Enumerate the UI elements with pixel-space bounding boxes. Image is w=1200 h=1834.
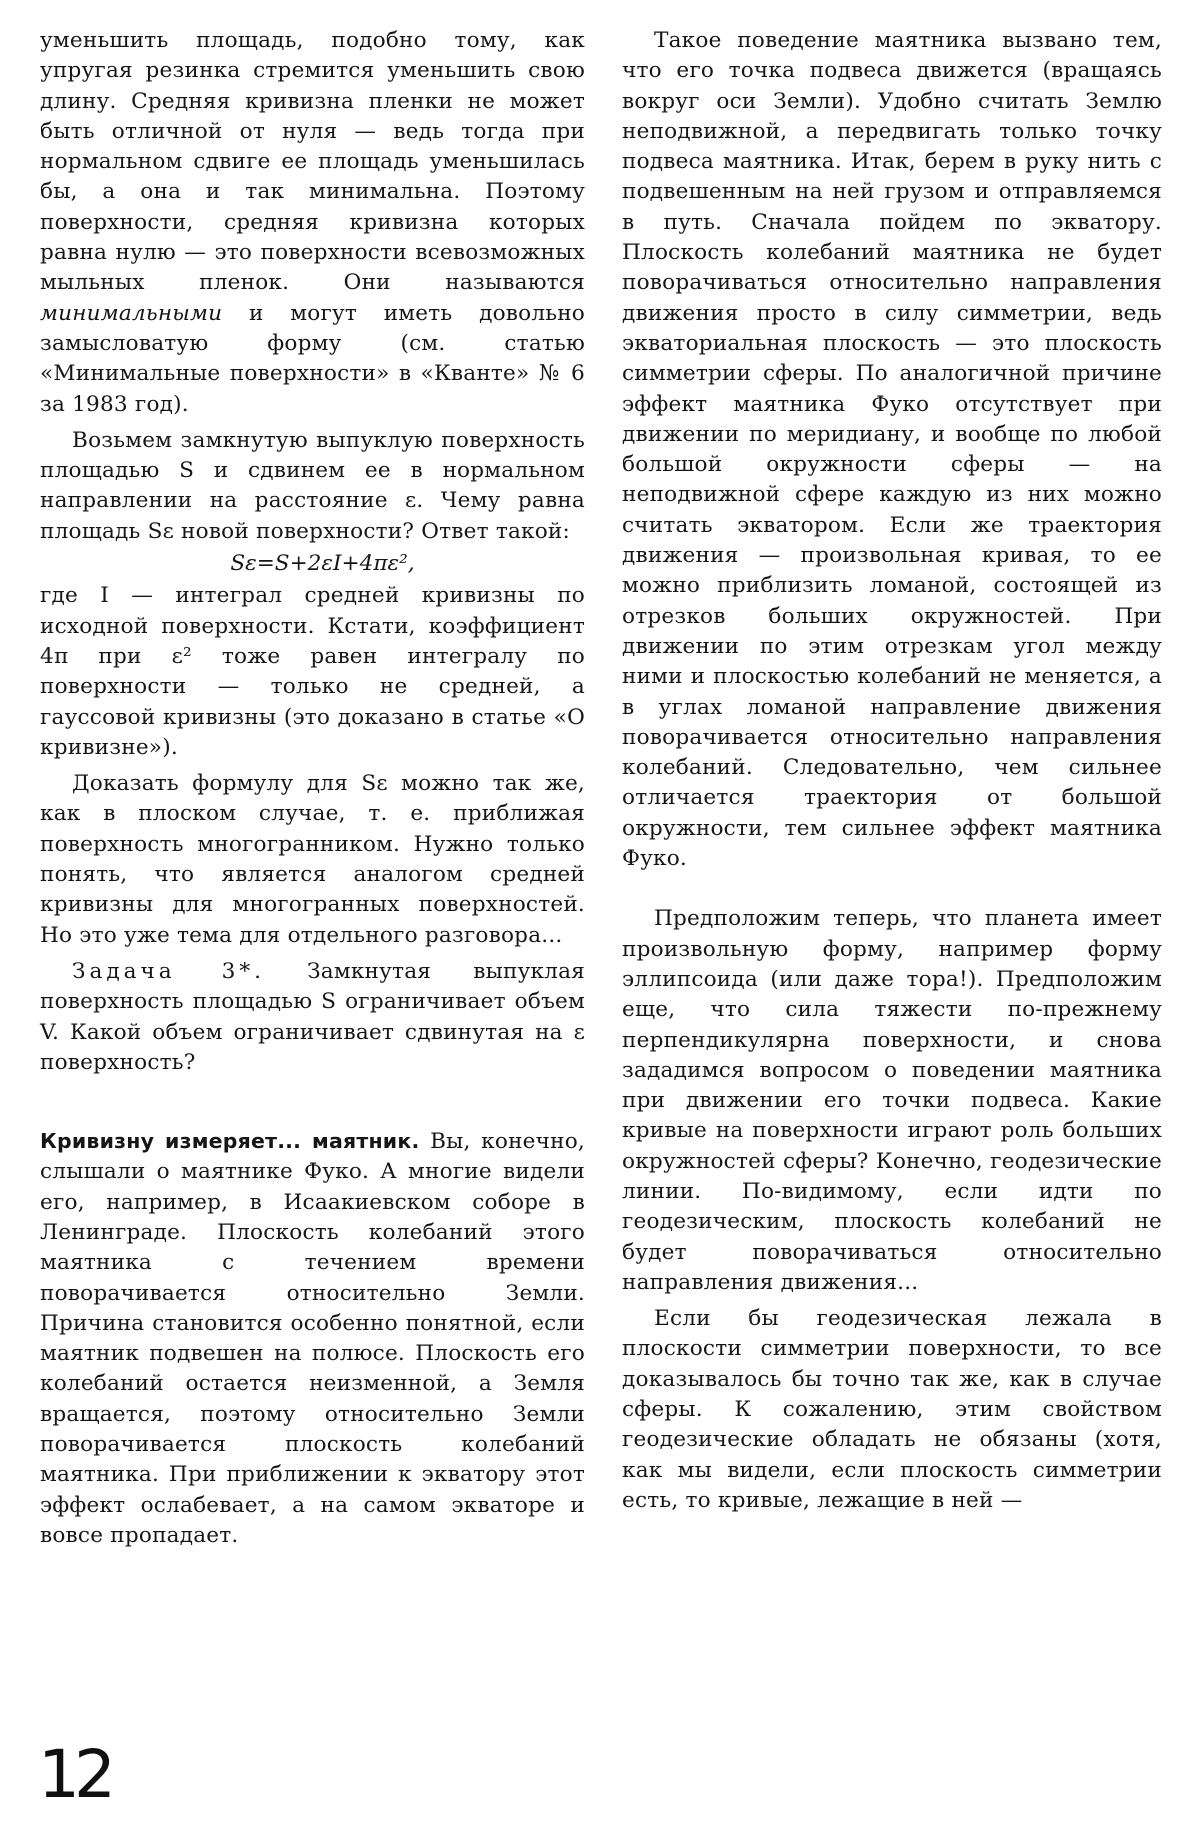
paragraph-text: уменьшить площадь, подобно тому, как упругая резинка стремится уменьшить свою длину. Средняя кривизна пленки не может быть отличной от нуля — ведь тогда при нормальном сдвиге ее площадь уменьшилась бы, а она и так минимальна. Поэтому поверхности, средняя кривизна которых равна нулю — это поверхности всевозможных мыльных пленок. Они называются <box>40 28 585 296</box>
paragraph: Такое поведение маятника вызвано тем, что его точка подвеса движется (вращаясь вокруг оси Земли). Удобно считать Землю неподвижной, а передвигать только точку подвеса маятника. Итак, берем в руку нить с подвешенным на ней грузом и отправляемся в путь. Сначала пойдем по экватору. Плоскость колебаний маятника не будет поворачиваться относительно направления движения просто в силу симметрии, ведь экваториальная плоскость — это плоскость симметрии сферы. По аналогичной причине эффект маятника Фуко отсутствует при движении по меридиану, и вообще по любой большой окружности сферы — на неподвижной сфере каждую из них можно считать экватором. Если же траектория движения — произвольная кривая, то ее можно приблизить ломаной, состоящей из отрезков больших окружностей. При движении по этим отрезкам угол между ними и плоскостью колебаний не меняется, а в углах ломаной направление движения поворачивается относительно направления колебаний. Следовательно, чем сильнее отличается траектория от большой окружности, тем сильнее эффект маятника Фуко. <box>622 28 1162 872</box>
paragraph: где I — интеграл средней кривизны по исходной поверхности. Кстати, коэффициент 4π при ε² тоже равен интегралу по поверхности — только не средней, а гауссовой кривизны (это доказано в статье «О кривизне»). <box>40 583 585 760</box>
formula: Sε=S+2εI+4πε², <box>230 551 415 577</box>
page-number: 12 <box>38 1736 110 1813</box>
emphasis-term: минимальными <box>40 300 223 326</box>
section-paragraph <box>40 1126 585 1551</box>
paragraph <box>40 26 585 420</box>
section-title: Кривизну измеряет... маятник. <box>40 1129 420 1154</box>
paragraph: Доказать формулу для Sε можно так же, как в плоском случае, т. е. приближая поверхность многогранником. Нужно только понять, что является аналогом средней кривизны для многогранных поверхностей. Но это уже тема для отдельного разговора... <box>40 771 585 948</box>
left-column <box>40 26 585 1551</box>
paragraph: Предположим теперь, что планета имеет произвольную форму, например форму эллипсоида (или даже тора!). Предположим еще, что сила тяжести по-прежнему перпендикулярна поверхности, и снова зададимся вопросом о поведении маятника при движении его точки подвеса. Какие кривые на поверхности играют роль больших окружностей сферы? Конечно, геодезические линии. По-видимому, если идти по геодезическим, плоскость колебаний не будет поворачиваться относительно направления движения... <box>622 906 1162 1295</box>
paragraph: Если бы геодезическая лежала в плоскости симметрии поверхности, то все доказывалось бы точно так же, как в случае сферы. К сожалению, этим свойством геодезические обладать не обязаны (хотя, как мы видели, если плоскость симметрии есть, то кривые, лежащие в ней — <box>622 1306 1162 1513</box>
task-paragraph <box>40 957 585 1078</box>
task-label: Задача 3*. <box>72 958 265 984</box>
paragraph-text: и могут иметь довольно замысловатую форму (см. статью «Минимальные поверхности» в «Кванте» № 6 за 1983 год). <box>40 300 585 417</box>
section-text: Вы, конечно, слышали о маятнике Фуко. А многие видели его, например, в Исаакиевском соборе в Ленинграде. Плоскость колебаний этого маятника с течением времени поворачивается относительно Земли. Причина становится особенно понятной, если маятник подвешен на полюсе. Плоскость его колебаний остается неизменной, а Земля вращается, поэтому относительно Земли поворачивается плоскость колебаний маятника. При приближении к экватору этот эффект ослабевает, а на самом экваторе и вовсе пропадает. <box>40 1129 585 1548</box>
paragraph: Возьмем замкнутую выпуклую поверхность площадью S и сдвинем ее в нормальном направлении на расстояние ε. Чему равна площадь Sε новой поверхности? Ответ такой: <box>40 427 585 544</box>
right-column <box>622 26 1162 1516</box>
task-text: Замкнутая выпуклая поверхность площадью S ограничивает объем V. Какой объем ограничивает сдвинутая на ε поверхность? <box>40 958 585 1075</box>
